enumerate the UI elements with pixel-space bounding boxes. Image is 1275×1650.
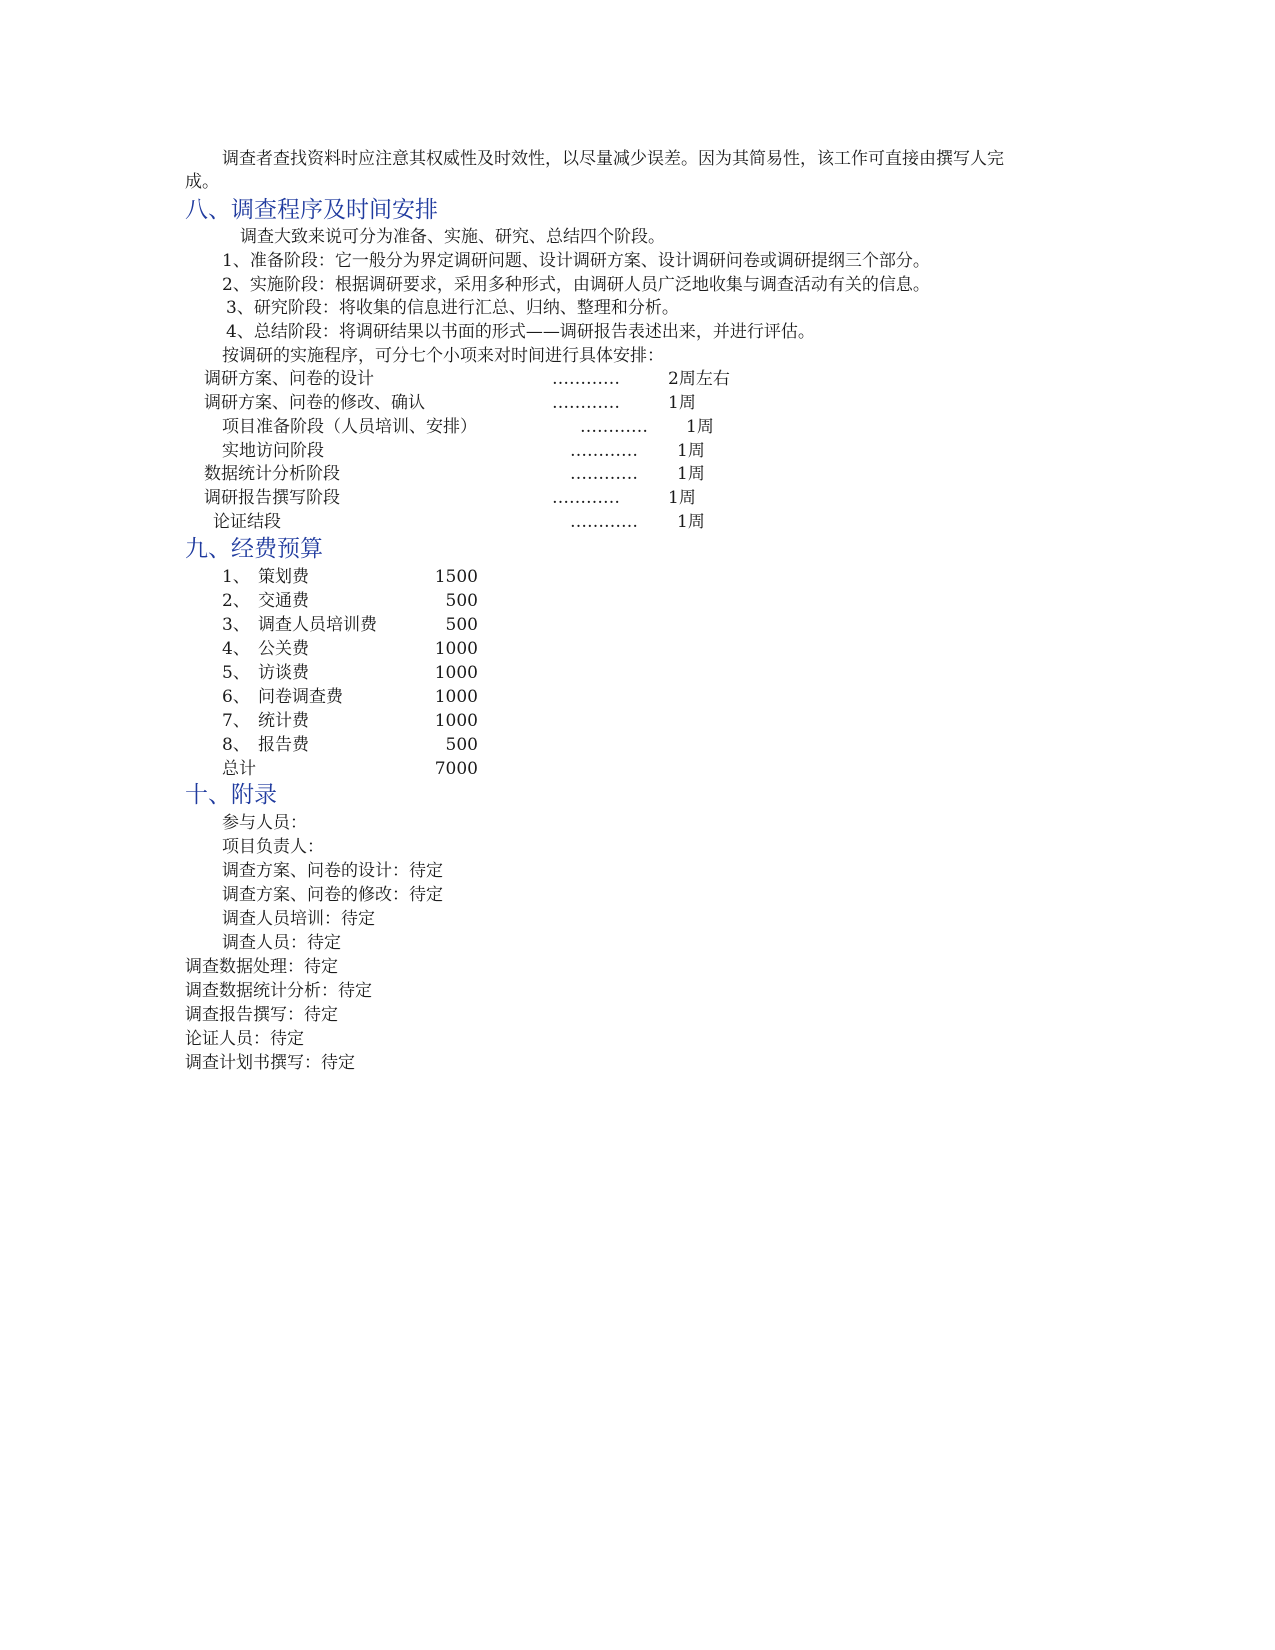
schedule-duration: 1周: [677, 441, 705, 461]
section-10-heading: 十、附录: [185, 782, 277, 808]
appendix-line: 调查数据统计分析：待定: [185, 981, 372, 1001]
stage-3: 3、研究阶段：将收集的信息进行汇总、归纳、整理和分析。: [226, 298, 679, 318]
schedule-duration: 1周: [668, 488, 696, 508]
budget-item-amount: 500: [445, 615, 478, 635]
schedule-item: 调研方案、问卷的设计: [204, 369, 374, 389]
schedule-duration: 1周: [677, 512, 705, 532]
budget-item-no: 5、: [222, 663, 250, 683]
schedule-intro: 按调研的实施程序，可分七个小项来对时间进行具体安排：: [222, 346, 664, 366]
budget-total-label: 总计: [222, 759, 256, 779]
appendix-line: 论证人员：待定: [185, 1029, 304, 1049]
appendix-line: 调查方案、问卷的修改：待定: [222, 885, 443, 905]
budget-item-name: 调查人员培训费: [258, 615, 377, 635]
budget-item-amount: 1500: [434, 567, 478, 587]
section-8-heading: 八、调查程序及时间安排: [185, 197, 438, 223]
schedule-duration: 1周: [668, 393, 696, 413]
budget-item-name: 交通费: [258, 591, 309, 611]
schedule-item: 论证结段: [213, 512, 281, 532]
schedule-dots: …………: [570, 464, 638, 484]
budget-item-no: 4、: [222, 639, 250, 659]
appendix-line: 调查人员：待定: [222, 933, 341, 953]
appendix-line: 项目负责人：: [222, 837, 324, 857]
schedule-item: 实地访问阶段: [222, 441, 324, 461]
appendix-line: 调查数据处理：待定: [185, 957, 338, 977]
schedule-dots: …………: [552, 393, 620, 413]
schedule-item: 项目准备阶段（人员培训、安排）: [222, 417, 477, 437]
intro-line-1: 调查者查找资料时应注意其权威性及时效性，以尽量减少误差。因为其简易性，该工作可直接由撰写人完: [222, 149, 1004, 169]
schedule-item: 调研方案、问卷的修改、确认: [204, 393, 425, 413]
budget-item-name: 公关费: [258, 639, 309, 659]
schedule-duration: 2周左右: [668, 369, 730, 389]
budget-item-no: 7、: [222, 711, 250, 731]
budget-total-amount: 7000: [434, 759, 478, 779]
schedule-item: 数据统计分析阶段: [204, 464, 340, 484]
budget-item-amount: 1000: [434, 687, 478, 707]
schedule-dots: …………: [570, 512, 638, 532]
stage-4: 4、总结阶段：将调研结果以书面的形式——调研报告表述出来，并进行评估。: [226, 322, 815, 342]
schedule-item: 调研报告撰写阶段: [204, 488, 340, 508]
budget-item-no: 2、: [222, 591, 250, 611]
section-8-overview: 调查大致来说可分为准备、实施、研究、总结四个阶段。: [240, 227, 665, 247]
stage-2: 2、实施阶段：根据调研要求，采用多种形式，由调研人员广泛地收集与调查活动有关的信息。: [222, 275, 930, 295]
schedule-dots: …………: [580, 417, 648, 437]
budget-item-amount: 1000: [434, 663, 478, 683]
appendix-line: 调查人员培训：待定: [222, 909, 375, 929]
budget-item-no: 1、: [222, 567, 250, 587]
appendix-line: 参与人员：: [222, 813, 307, 833]
budget-item-name: 报告费: [258, 735, 309, 755]
schedule-dots: …………: [552, 369, 620, 389]
budget-item-no: 8、: [222, 735, 250, 755]
budget-item-amount: 1000: [434, 711, 478, 731]
stage-1: 1、准备阶段：它一般分为界定调研问题、设计调研方案、设计调研问卷或调研提纲三个部分。: [222, 251, 930, 271]
schedule-dots: …………: [570, 441, 638, 461]
appendix-line: 调查报告撰写：待定: [185, 1005, 338, 1025]
budget-item-no: 3、: [222, 615, 250, 635]
budget-item-amount: 1000: [434, 639, 478, 659]
budget-item-no: 6、: [222, 687, 250, 707]
intro-line-2: 成。: [185, 172, 219, 192]
appendix-line: 调查计划书撰写：待定: [185, 1053, 355, 1073]
budget-item-name: 访谈费: [258, 663, 309, 683]
budget-item-amount: 500: [445, 591, 478, 611]
budget-item-name: 问卷调查费: [258, 687, 343, 707]
budget-item-name: 统计费: [258, 711, 309, 731]
schedule-dots: …………: [552, 488, 620, 508]
schedule-duration: 1周: [677, 464, 705, 484]
schedule-duration: 1周: [686, 417, 714, 437]
appendix-line: 调查方案、问卷的设计：待定: [222, 861, 443, 881]
budget-item-name: 策划费: [258, 567, 309, 587]
budget-item-amount: 500: [445, 735, 478, 755]
section-9-heading: 九、经费预算: [185, 536, 323, 562]
